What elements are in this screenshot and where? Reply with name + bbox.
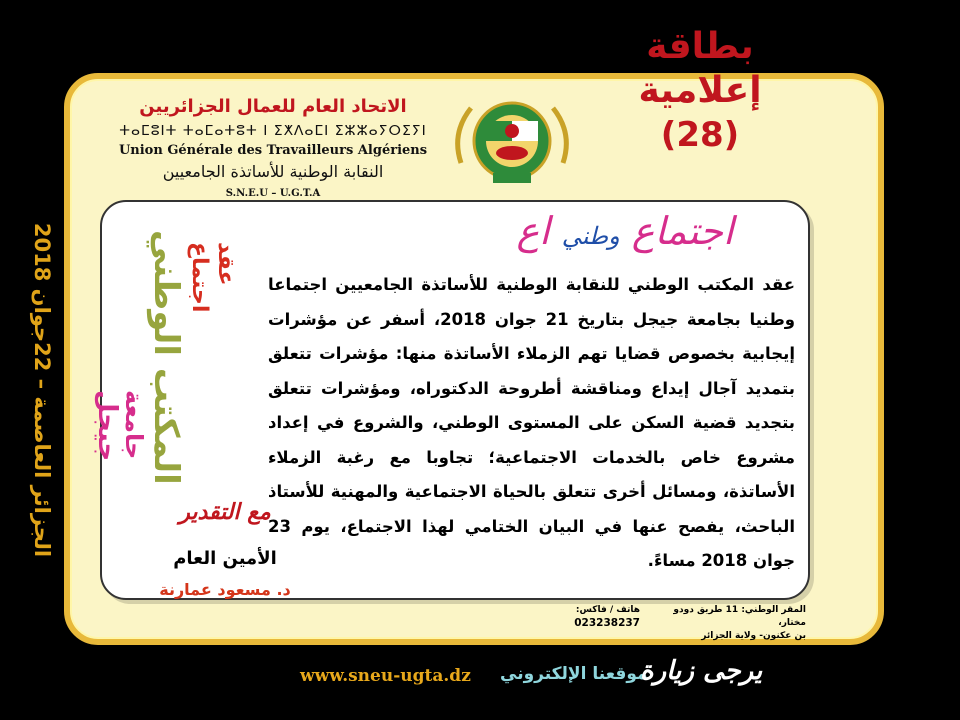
side-date-banner bbox=[22, 222, 62, 558]
signatory-role: الأمين العام bbox=[173, 548, 277, 569]
union-header bbox=[118, 94, 428, 199]
vertical-line-2: اجتماع bbox=[187, 242, 212, 313]
vertical-line-5: جيجل bbox=[92, 390, 122, 462]
announcement-body: عقد المكتب الوطني للنقابة الوطنية للأساتذة الجامعيين اجتماعا وطنيا بجامعة جيجل بتاريخ 21 جوان 2018، أسفر عن مؤشرات إيجابية بخصوص قضايا تهم الزملاء الأساتذة منها: مؤشرات تتعلق بتمديد آجال إيداع ومناقشة أطروحة الدكتوراه، ومؤشرات تتعلق بتجديد قضية السكن على المستوى الوطني، والشروع في إعداد مشروع خاص بالخدمات الاجتماعية؛ تجاوبا مع رغبة الزملاء الأساتذة، ومسائل أخرى تتعلق بالحياة الاجتماعية والمهنية للأستاذ الباحث، يفصح عنها في البيان الختامي لهذا الاجتماع، يوم 23 جوان 2018 مساءً. bbox=[268, 275, 796, 570]
union-name-amazigh: ⵜⴰⵎⵓⵏⵜ ⵜⴰⵎⴰⵜⵓⵜ ⵏ ⵉⵅⴷⴰⵎⵏ ⵉⵣⵣⴰⵢⵔⵉⵢⵏ bbox=[119, 123, 427, 139]
side-date-text: الجزائر العاصمة – 22جوان 2018 bbox=[30, 222, 54, 558]
contact-phone bbox=[560, 604, 640, 630]
ugta-emblem-icon bbox=[441, 93, 583, 189]
title-number: (28) bbox=[660, 115, 740, 155]
signatory-name: د. مسعود عمارنة bbox=[159, 580, 291, 599]
address-line-2: بن عكنون- ولاية الجزائر bbox=[701, 631, 806, 641]
headline-word-2: وطني bbox=[561, 222, 620, 250]
union-abbreviation: S.N.E.U – U.G.T.A bbox=[225, 188, 321, 199]
closing-greeting: مع التقدير bbox=[179, 500, 271, 525]
syndicate-name-ar: النقابة الوطنية للأساتذة الجامعيين bbox=[162, 162, 384, 181]
headline bbox=[470, 205, 780, 262]
vertical-line-1: عقد bbox=[213, 242, 238, 286]
title-main: بطاقة إعلامية bbox=[638, 26, 762, 111]
phone-number: 023238237 bbox=[574, 617, 640, 629]
website-link[interactable]: www.sneu-ugta.dz bbox=[300, 666, 471, 686]
address-line-1: المقر الوطني: 11 طريق دودو مختار، bbox=[673, 605, 806, 628]
website-label: موقعنا الإلكتروني bbox=[500, 664, 648, 684]
headline-word-1: اجتماع bbox=[631, 209, 734, 253]
union-name-fr: Union Générale des Travailleurs Algériens bbox=[118, 143, 428, 158]
headline-word-3: اع bbox=[516, 209, 550, 253]
phone-label: هاتف / فاكس: bbox=[575, 605, 640, 615]
vertical-line-4: جامعة bbox=[120, 390, 148, 460]
card-title bbox=[580, 25, 820, 157]
vertical-line-3: المكتب الوطني bbox=[146, 230, 186, 485]
contact-address bbox=[656, 604, 806, 643]
visit-prompt: يرجى زيارة bbox=[640, 656, 763, 686]
union-name-ar: الاتحاد العام للعمال الجزائريين bbox=[139, 96, 407, 117]
vertical-caption bbox=[92, 230, 260, 530]
